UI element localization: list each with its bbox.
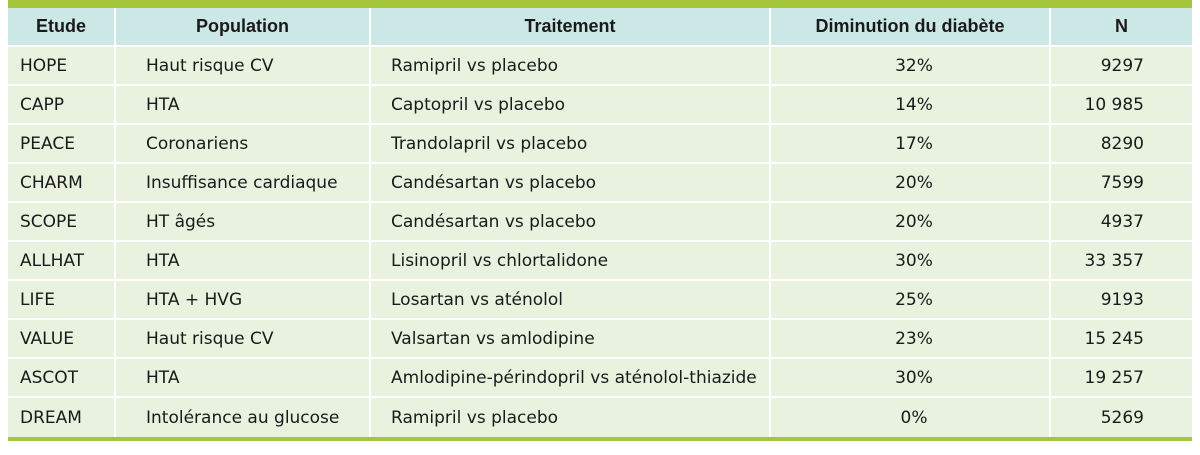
cell-traitement: Candésartan vs placebo	[370, 163, 770, 202]
table-row	[8, 163, 1192, 202]
cell-diminution: 32%	[770, 46, 1050, 85]
cell-diminution: 14%	[770, 85, 1050, 124]
cell-traitement: Amlodipine-périndopril vs aténolol-thiazide	[370, 358, 770, 397]
table-row	[8, 241, 1192, 280]
header-cell-traitement: Traitement	[370, 8, 770, 46]
cell-etude: ALLHAT	[8, 241, 115, 280]
cell-diminution: 20%	[770, 202, 1050, 241]
cell-population: HTA	[115, 358, 370, 397]
header-row	[8, 8, 1192, 46]
cell-n: 8290	[1050, 124, 1192, 163]
cell-population: HT âgés	[115, 202, 370, 241]
cell-etude: VALUE	[8, 319, 115, 358]
cell-population: HTA + HVG	[115, 280, 370, 319]
cell-etude: CAPP	[8, 85, 115, 124]
cell-diminution: 30%	[770, 241, 1050, 280]
cell-diminution: 23%	[770, 319, 1050, 358]
cell-n: 4937	[1050, 202, 1192, 241]
cell-traitement: Candésartan vs placebo	[370, 202, 770, 241]
header-cell-n: N	[1050, 8, 1192, 46]
cell-population: Intolérance au glucose	[115, 397, 370, 437]
cell-n: 19 257	[1050, 358, 1192, 397]
cell-population: Haut risque CV	[115, 319, 370, 358]
table-row	[8, 397, 1192, 437]
cell-traitement: Lisinopril vs chlortalidone	[370, 241, 770, 280]
cell-traitement: Trandolapril vs placebo	[370, 124, 770, 163]
cell-etude: SCOPE	[8, 202, 115, 241]
cell-traitement: Ramipril vs placebo	[370, 46, 770, 85]
table-row	[8, 358, 1192, 397]
cell-population: HTA	[115, 85, 370, 124]
table-body	[8, 46, 1192, 437]
table-row	[8, 280, 1192, 319]
header-cell-etude: Etude	[8, 8, 115, 46]
table-row	[8, 85, 1192, 124]
cell-population: Insuffisance cardiaque	[115, 163, 370, 202]
cell-diminution: 25%	[770, 280, 1050, 319]
cell-n: 9297	[1050, 46, 1192, 85]
cell-n: 15 245	[1050, 319, 1192, 358]
cell-population: Coronariens	[115, 124, 370, 163]
cell-etude: DREAM	[8, 397, 115, 437]
cell-population: HTA	[115, 241, 370, 280]
cell-diminution: 20%	[770, 163, 1050, 202]
cell-traitement: Valsartan vs amlodipine	[370, 319, 770, 358]
cell-n: 10 985	[1050, 85, 1192, 124]
cell-traitement: Captopril vs placebo	[370, 85, 770, 124]
table-row	[8, 46, 1192, 85]
top-accent-bar	[8, 0, 1192, 8]
cell-population: Haut risque CV	[115, 46, 370, 85]
cell-traitement: Ramipril vs placebo	[370, 397, 770, 437]
cell-diminution: 17%	[770, 124, 1050, 163]
cell-etude: LIFE	[8, 280, 115, 319]
table-container	[8, 0, 1192, 441]
cell-etude: HOPE	[8, 46, 115, 85]
cell-etude: CHARM	[8, 163, 115, 202]
table-row	[8, 319, 1192, 358]
cell-traitement: Losartan vs aténolol	[370, 280, 770, 319]
cell-n: 7599	[1050, 163, 1192, 202]
header-cell-population: Population	[115, 8, 370, 46]
table-row	[8, 202, 1192, 241]
cell-n: 9193	[1050, 280, 1192, 319]
cell-diminution: 0%	[770, 397, 1050, 437]
cell-etude: ASCOT	[8, 358, 115, 397]
bottom-accent-bar	[8, 437, 1192, 441]
data-table	[8, 8, 1192, 437]
table-header	[8, 8, 1192, 46]
header-cell-diminution: Diminution du diabète	[770, 8, 1050, 46]
cell-diminution: 30%	[770, 358, 1050, 397]
cell-n: 5269	[1100, 407, 1144, 428]
table-row	[8, 124, 1192, 163]
cell-etude: PEACE	[8, 124, 115, 163]
cell-n: 33 357	[1050, 241, 1192, 280]
